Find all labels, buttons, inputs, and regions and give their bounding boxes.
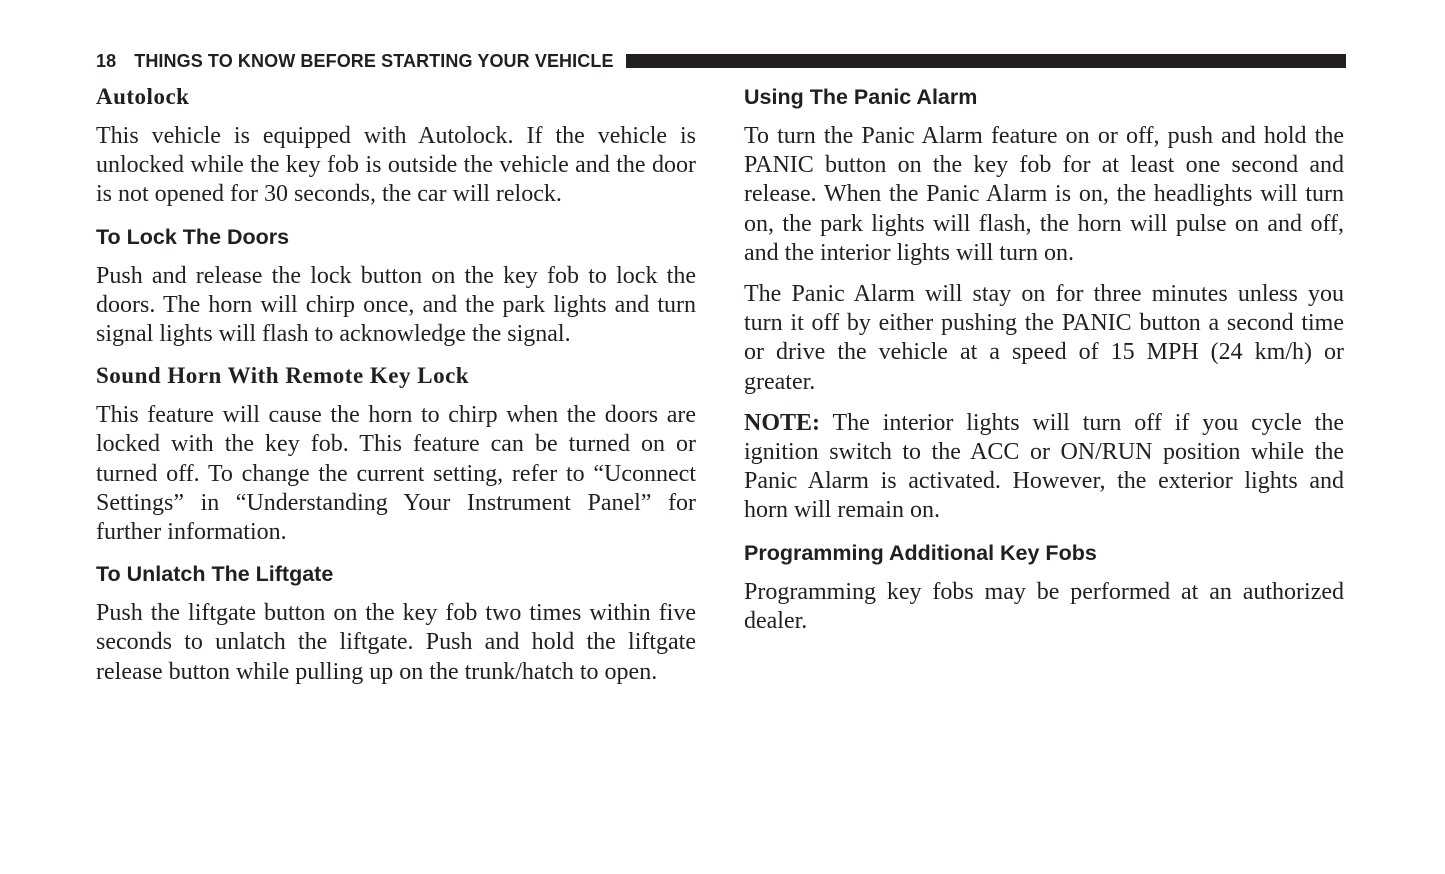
sound-horn-section [96, 361, 696, 547]
right-column [744, 82, 1344, 648]
lock-doors-body: Push and release the lock button on the key fob to lock the doors. The horn will chirp once, and the park lights and turn signal lights will flash to acknowledge the signal. [96, 262, 696, 348]
left-column [96, 82, 696, 699]
note-text: The interior lights will turn off if you cycle the ignition switch to the ACC or ON/RUN position while the Panic Alarm is activated. However, the exterior lights and horn will remain on. [744, 409, 1344, 524]
note-label: NOTE: [744, 409, 821, 436]
page-number: 18 [96, 50, 117, 71]
page-header [96, 49, 1346, 73]
autolock-section [96, 82, 696, 210]
sound-horn-body: This feature will cause the horn to chirp when the doors are locked with the key fob. This feature can be turned on or turned off. To change the current setting, refer to “Uconnect Settings” in “Understanding Your Instrument Panel” for further information. [96, 402, 696, 546]
header-rule-bar [626, 54, 1346, 68]
panic-alarm-body-2: The Panic Alarm will stay on for three minutes unless you turn it off by either pushing the PANIC button a second time or drive the vehicle at a speed of 15 MPH (24 km/h) or greater. [744, 281, 1344, 395]
programming-section [744, 538, 1344, 636]
panic-alarm-note [744, 409, 1344, 526]
header-text [96, 51, 614, 72]
section-title: THINGS TO KNOW BEFORE STARTING YOUR VEHICLE [134, 50, 614, 71]
lock-doors-section [96, 222, 696, 350]
unlatch-liftgate-section [96, 559, 696, 687]
panic-alarm-body-1: To turn the Panic Alarm feature on or off, push and hold the PANIC button on the key fob for at least one second and release. When the Panic Alarm is on, the headlights will turn on, the park lights will flash, the horn will pulse on and off, and the interior lights will turn on. [744, 123, 1344, 266]
autolock-heading: Autolock [96, 84, 190, 109]
programming-heading: Programming Additional Key Fobs [744, 540, 1097, 565]
programming-body: Programming key fobs may be performed at an authorized dealer. [744, 578, 1344, 634]
autolock-body: This vehicle is equipped with Autolock. If the vehicle is unlocked while the key fob is outside the vehicle and the door is not opened for 30 seconds, the car will relock. [96, 123, 696, 208]
unlatch-liftgate-body: Push the liftgate button on the key fob two times within five seconds to unlatch the liftgate. Push and hold the liftgate release button while pulling up on the trunk/hatch to open. [96, 600, 696, 685]
panic-alarm-heading: Using The Panic Alarm [744, 85, 978, 109]
sound-horn-heading: Sound Horn With Remote Key Lock [96, 363, 470, 389]
unlatch-liftgate-heading: To Unlatch The Liftgate [96, 562, 334, 587]
lock-doors-heading: To Lock The Doors [96, 224, 290, 249]
panic-alarm-section [744, 82, 1344, 526]
